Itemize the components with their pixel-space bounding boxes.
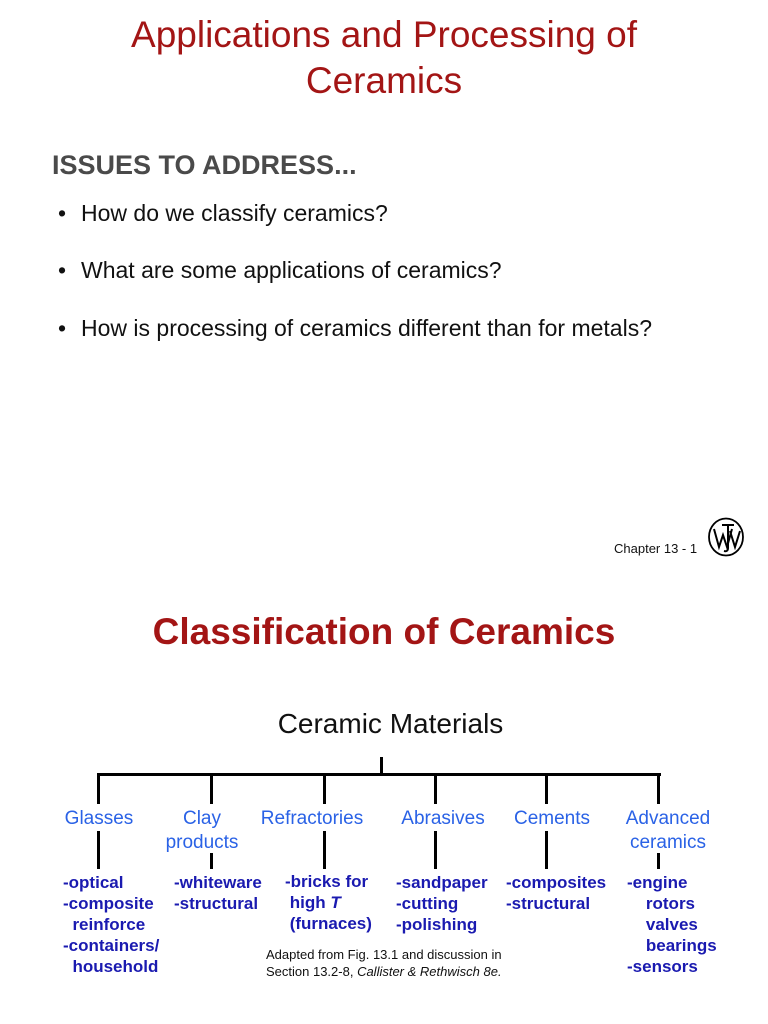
category-label-line: Advanced [625,808,711,829]
slide-1-title-line-2: Ceramics [305,60,463,101]
category-advanced-ceramics [613,807,723,855]
glasses-applications: -optical -composite reinforce -containers/ household [63,873,160,976]
tree-horizontal-bar [97,773,661,776]
cements-applications: -composites -structural [506,873,607,913]
bullet-dot: • [58,200,67,226]
advanced-ceramics-applications: -engine rotors valves bearings -sensors [627,873,717,976]
wiley-logo-icon [707,517,745,557]
tree-leaf-connector [97,831,100,869]
category-refractories: Refractories [260,808,364,829]
abrasives-applications: -sandpaper -cutting -polishing [396,873,488,934]
bullet-item [58,315,652,342]
category-label-line: ceramics [629,832,706,853]
tree-leaf-connector [210,853,213,869]
tree-branch [323,773,326,804]
slide-1-title [0,12,768,104]
tree-leaf-connector [545,831,548,869]
tree-leaf-connector [657,853,660,869]
tree-branch [657,773,660,804]
figure-caption [266,946,502,980]
category-label-line: Clay [182,808,221,829]
items-italic-t: T [330,893,341,912]
tree-branch [434,773,437,804]
refractories-applications [285,871,372,934]
caption-line-1: Adapted from Fig. 13.1 and discussion in [266,947,502,962]
bullet-text: What are some applications of ceramics? [81,257,502,283]
bullet-item [58,257,502,284]
category-clay-products [150,807,254,855]
items-line: -bricks for [285,872,369,891]
tree-branch [545,773,548,804]
bullet-dot: • [58,315,67,341]
bullet-text: How do we classify ceramics? [81,200,388,226]
category-label-line: products [165,832,239,853]
items-line: (furnaces) [285,914,372,933]
chapter-label: Chapter 13 - 1 [614,541,698,556]
caption-plain: Section 13.2-8, [266,964,358,979]
slide-2-title: Classification of Ceramics [152,611,616,652]
tree-root-connector [380,757,383,774]
category-abrasives: Abrasives [401,808,485,829]
caption-line-2 [266,963,502,980]
tree-branch [97,773,100,804]
root-node-ceramic-materials: Ceramic Materials [277,708,504,739]
tree-leaf-connector [434,831,437,869]
tree-leaf-connector [323,831,326,869]
items-line: high [285,893,331,912]
clay-applications: -whiteware -structural [174,873,262,913]
category-glasses: Glasses [64,808,134,829]
issues-heading: ISSUES TO ADDRESS... [52,150,357,180]
tree-branch [210,773,213,804]
bullet-text: How is processing of ceramics different than for metals? [81,315,652,341]
bullet-dot: • [58,257,67,283]
bullet-item [58,200,388,227]
slide-1-title-line-1: Applications and Processing of [131,14,637,55]
category-cements: Cements [513,808,591,829]
caption-italic: Callister & Rethwisch 8e. [357,964,502,979]
